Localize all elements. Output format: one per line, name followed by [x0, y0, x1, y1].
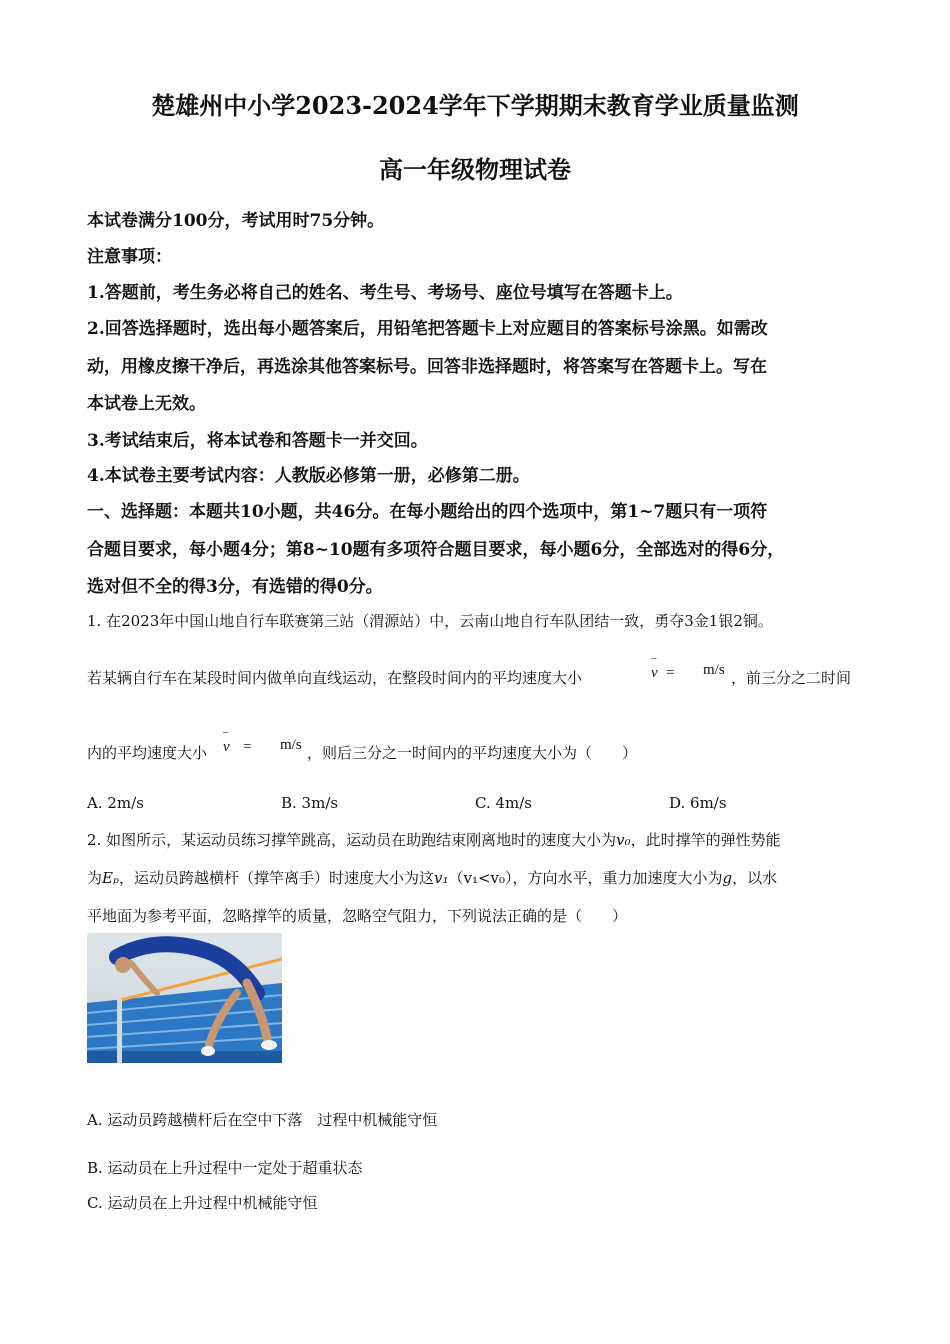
note-item-3: 3.考试结束后，将本试卷和答题卡一并交回。 [87, 431, 428, 451]
notes-heading: 注意事项： [87, 247, 172, 267]
q2-stem-b-pre: 为 [87, 869, 103, 887]
q2-stem-b-post: ，方向水平，重力加速度大小为 [512, 869, 723, 887]
note-item-2c: 本试卷上无效。 [87, 394, 206, 414]
q2-v1: v₁ [433, 869, 449, 887]
q2-stem-a-post: ，此时撑竿的弹性势能 [630, 831, 781, 849]
q1-option-c: C. 4m/s [475, 794, 532, 812]
q2-option-c: C. 运动员在上升过程中机械能守恒 [87, 1194, 318, 1212]
q2-stem-b-end: ，以水 [732, 869, 778, 887]
athlete-illustration [87, 933, 282, 1063]
q2-option-b: B. 运动员在上升过程中一定处于超重状态 [87, 1159, 363, 1177]
q1-stem-c-post: ，则后三分之一时间内的平均速度大小为（ ） [307, 744, 638, 762]
section-instructions-c: 选对但不全的得3分，有选错的得0分。 [87, 577, 383, 597]
q2-g: g [722, 869, 733, 887]
section-instructions-a: 一、选择题：本题共10小题，共46分。在每小题给出的四个选项中，第1~7题只有一项符 [87, 502, 768, 522]
q1-stem-c-pre: 内的平均速度大小 [87, 744, 208, 762]
score-line: 本试卷满分100分，考试用时75分钟。 [87, 211, 385, 231]
q2-stem-a [87, 829, 781, 850]
overline-mark: – [651, 652, 657, 664]
q2-option-a: A. 运动员跨越横杆后在空中下落 过程中机械能守恒 [87, 1111, 438, 1129]
q1-option-b: B. 3m/s [281, 794, 339, 812]
q1-vbar-symbol-2: v [223, 739, 230, 755]
page-title: 楚雄州中小学2023-2024学年下学期期末教育学业质量监测 [151, 91, 799, 120]
q1-vbar-symbol: v [651, 665, 658, 681]
q2-v0: v₀ [616, 831, 631, 849]
q2-stem-a-text: 2. 如图所示，某运动员练习撑竿跳高，运动员在助跑结束刚离地时的速度大小为 [87, 831, 617, 849]
q1-unit: m/s [703, 662, 725, 678]
note-item-1: 1.答题前，考生务必将自己的姓名、考生号、考场号、座位号填写在答题卡上。 [87, 283, 683, 303]
overline-mark: – [223, 726, 229, 738]
q2-ep: Eₚ [102, 869, 119, 887]
q1-option-d: D. 6m/s [669, 794, 727, 812]
q1-stem-b-post: ，前三分之二时间 [731, 669, 852, 687]
q1-option-a: A. 2m/s [87, 794, 144, 812]
note-item-4: 4.本试卷主要考试内容：人教版必修第一册，必修第二册。 [87, 466, 530, 486]
q1-eq-sign: = [666, 665, 675, 681]
q1-stem-b-pre: 若某辆自行车在某段时间内做单向直线运动，在整段时间内的平均速度大小 [87, 669, 583, 687]
q2-stem-c: 平地面为参考平面，忽略撑竿的质量，忽略空气阻力，下列说法正确的是（ ） [87, 907, 628, 925]
section-instructions-b: 合题目要求，每小题4分；第8~10题有多项符合题目要求，每小题6分，全部选对的得6分， [87, 540, 785, 560]
q1-unit-2: m/s [280, 737, 302, 753]
q2-stem-b-mid: ，运动员跨越横杆（撑竿离手）时速度大小为这 [118, 869, 434, 887]
q1-eq-sign-2: = [243, 739, 252, 755]
q2-stem-b [87, 867, 777, 888]
note-item-2a: 2.回答选择题时，选出每小题答案后，用铅笔把答题卡上对应题目的答案标号涂黑。如需改 [87, 319, 768, 339]
pole-vault-photo [87, 933, 282, 1063]
note-item-2b: 动，用橡皮擦干净后，再选涂其他答案标号。回答非选择题时，将答案写在答题卡上。写在 [87, 357, 767, 377]
q2-stem-b-paren: （v₁<v₀） [448, 869, 513, 887]
page-subtitle: 高一年级物理试卷 [379, 155, 571, 184]
q1-stem-a: 1. 在2023年中国山地自行车联赛第三站（渭源站）中，云南山地自行车队团结一致，勇夺3金1银2铜。 [87, 612, 773, 630]
